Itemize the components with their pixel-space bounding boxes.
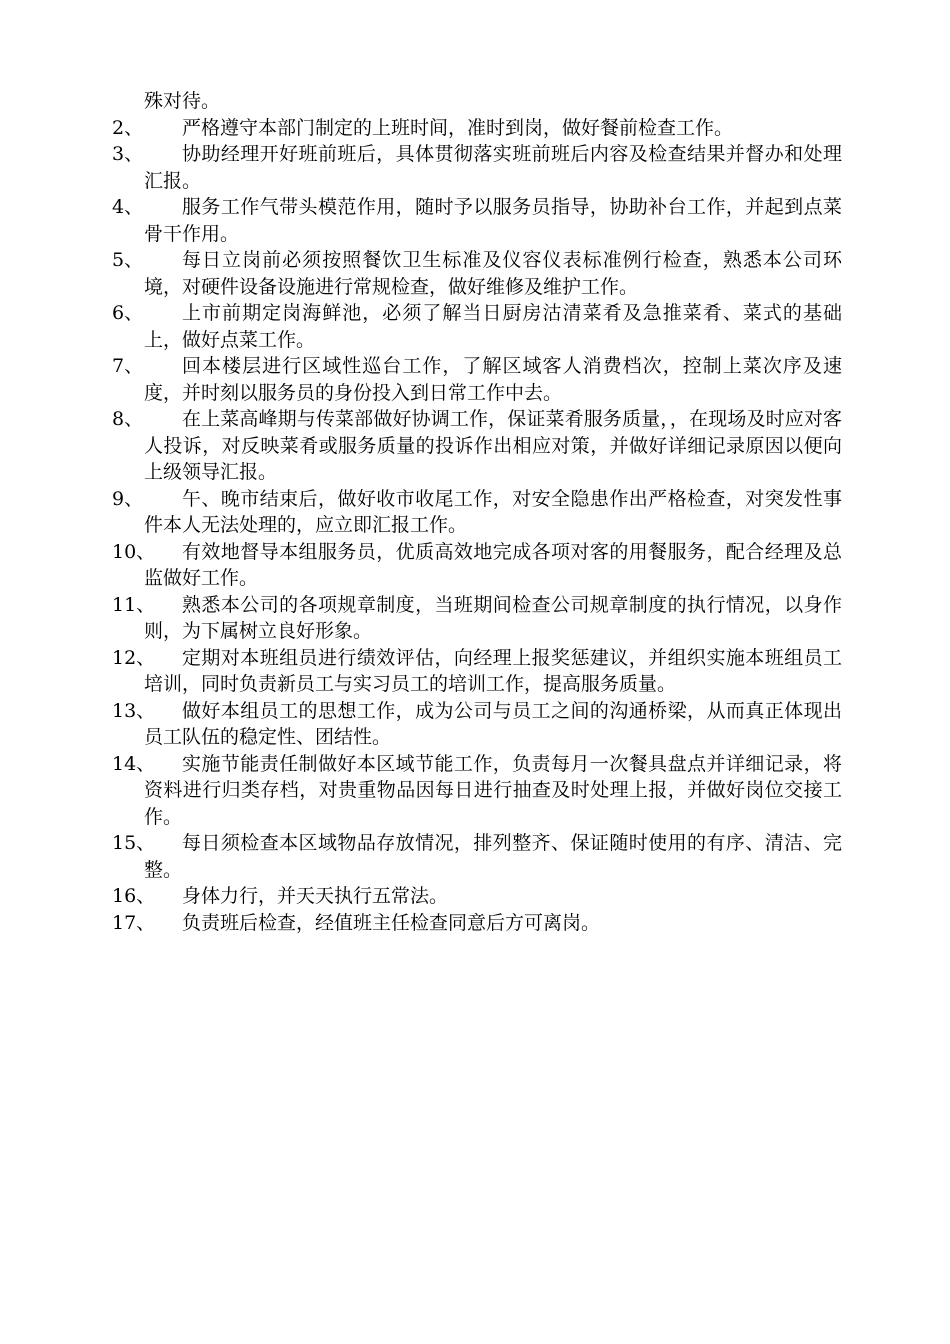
list-item [112,830,842,883]
list-number: 6、 [112,302,144,324]
list-item [112,141,842,194]
list-number: 7、 [112,355,144,377]
list-item [112,883,842,910]
list-text: 每日须检查本区域物品存放情况，排列整齐、保证随时使用的有序、清洁、完整。 [144,832,842,881]
list-item [112,194,842,247]
list-number: 14、 [112,752,156,775]
list-item [112,592,842,645]
list-text: 熟悉本公司的各项规章制度，当班期间检查公司规章制度的执行情况，以身作则，为下属树立良好形象。 [144,593,842,642]
list-item [112,645,842,698]
list-text: 实施节能责任制做好本区域节能工作，负责每月一次餐具盘点并详细记录，将资料进行归类存档，对贵重物品因每日进行抽查及时处理上报，并做好岗位交接工作。 [144,752,842,828]
list-number: 17、 [112,911,156,934]
list-number: 8、 [112,408,144,430]
list-number: 16、 [112,885,156,907]
list-number: 5、 [112,249,144,271]
list-number: 3、 [112,143,144,165]
list-number: 12、 [112,646,156,669]
list-text: 服务工作气带头模范作用，随时予以服务员指导，协助补台工作，并起到点菜骨干作用。 [144,196,842,245]
list-text: 身体力行，并天天执行五常法。 [182,885,449,907]
list-item-intro [112,88,842,115]
list-item [112,247,842,300]
list-item [112,115,842,142]
list-number: 13、 [112,699,156,722]
list-text: 上市前期定岗海鲜池，必须了解当日厨房沽清菜肴及急推菜肴、菜式的基础上，做好点菜工作。 [144,302,842,351]
list-item [112,353,842,406]
list-item [112,539,842,592]
list-text: 殊对待。 [144,90,221,112]
list-text: 在上菜高峰期与传菜部做好协调工作，保证菜肴服务质量，，在现场及时应对客人投诉，对反映菜肴或服务质量的投诉作出相应对策，并做好详细记录原因以便向上级领导汇报。 [144,408,842,483]
list-item [112,486,842,539]
list-number: 9、 [112,487,144,510]
list-number: 10、 [112,540,156,563]
list-text: 严格遵守本部门制定的上班时间，准时到岗，做好餐前检查工作。 [182,116,734,139]
list-item [112,910,842,937]
list-item [112,698,842,751]
list-text: 午、晚市结束后，做好收市收尾工作，对安全隐患作出严格检查，对突发性事件本人无法处理的，应立即汇报工作。 [144,487,842,536]
list-number: 2、 [112,116,144,139]
list-text: 有效地督导本组服务员，优质高效地完成各项对客的用餐服务，配合经理及总监做好工作。 [144,540,842,589]
list-item [112,751,842,831]
list-item [112,406,842,486]
list-number: 11、 [112,593,156,616]
list-text: 负责班后检查，经值班主任检查同意后方可离岗。 [182,911,601,934]
list-text: 协助经理开好班前班后，具体贯彻落实班前班后内容及检查结果并督办和处理汇报。 [144,143,842,192]
list-number: 4、 [112,196,144,218]
list-items [112,115,842,937]
list-text: 做好本组员工的思想工作，成为公司与员工之间的沟通桥梁，从而真正体现出员工队伍的稳定性、团结性。 [144,699,842,748]
list-text: 每日立岗前必须按照餐饮卫生标准及仪容仪表标准例行检查，熟悉本公司环境，对硬件设备设施进行常规检查，做好维修及维护工作。 [144,249,842,298]
list-number: 15、 [112,832,156,854]
list-item [112,300,842,353]
list-text: 回本楼层进行区域性巡台工作，了解区域客人消费档次，控制上菜次序及速度，并时刻以服务员的身份投入到日常工作中去。 [144,355,842,404]
duty-list [112,88,842,936]
list-text: 定期对本班组员进行绩效评估，向经理上报奖惩建议，并组织实施本班组员工培训，同时负责新员工与实习员工的培训工作，提高服务质量。 [144,646,842,695]
